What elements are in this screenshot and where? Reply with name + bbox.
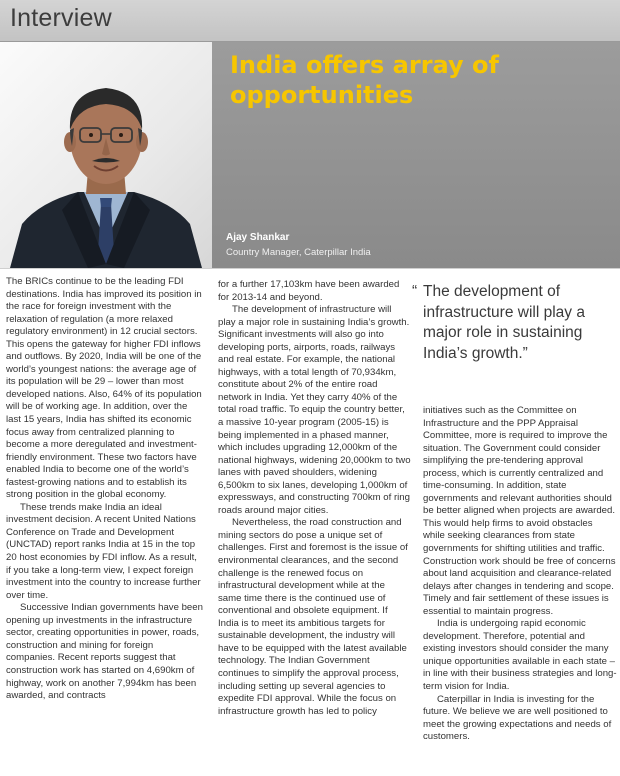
article-headline: India offers array of opportunities	[230, 51, 499, 109]
quote-mark: “	[412, 283, 418, 300]
paragraph: Caterpillar in India is investing for the future. We believe we are well positioned to meet the growing expectations and needs of customers.	[423, 693, 612, 743]
pull-quote	[412, 282, 615, 364]
portrait-illustration	[0, 42, 212, 268]
section-title: Interview	[10, 4, 112, 32]
section-header	[0, 0, 620, 42]
paragraph: These trends make India an ideal investment decision. A recent United Nations Conference on Trade and Development (UNCTAD) report ranks India at 15 in the top 20 host economies by FDI inflow. As a result, if you take a long-term view, I expect foreign investment into the country to increase further over time.	[6, 501, 201, 601]
portrait-photo	[0, 42, 212, 268]
byline-name: Ajay Shankar	[226, 232, 290, 243]
pull-quote-text: The development of infrastructure will play a major role in sustaining India’s growth.”	[423, 283, 585, 362]
paragraph: The BRICs continue to be the leading FDI destinations. India has improved its position in the race for foreign investment with the relaxation of regulation (a more relaxed regulatory environment) in 12 crucial sectors. This opens the gateway for higher FDI inflows and outflows. By 2020, India will be one of the world’s youngest nations: the average age of its population will be 29 – lower than most developed nations. Also, 64% of its population will be of working age. In addition, over the last 15 years, India has shifted its economic focus away from centralized planning to become a more deregulated and investment-friendly environment. These two factors have enabled India to become one of the world’s fastest-growing nations and to establish its strong position in the global economy.	[6, 276, 202, 501]
divider	[0, 268, 620, 269]
byline-role: Country Manager, Caterpillar India	[226, 247, 371, 258]
article-column-2	[218, 279, 411, 718]
article-column-1	[6, 276, 203, 703]
paragraph: for a further 17,103km have been awarded for 2013-14 and beyond.	[218, 279, 400, 303]
paragraph: The development of infrastructure will play a major role in sustaining India’s growth. Significant investments will also go into developing ports, airports, roads, railways and real estate. For example, the national highways, with a total length of 70,934km, constitute about 2% of the entire road network in India. Yet they carry 40% of the total road traffic. To equip the country better, a massive 10-year program (2005-15) is being implemented in a phased manner, which includes upgrading 12,000km of the national highways, widening 20,000km to two lanes with paved shoulders, widening 6,500km to six lanes, developing 1,000km of expressways, and constructing 700km of ring roads around major cities.	[218, 304, 411, 516]
paragraph: initiatives such as the Committee on Infrastructure and the PPP Appraisal Committee, more is required to improve the situation. The Government could consider simplifying the pre-tendering approval process, which is currently centralized and time-consuming. In addition, state governments and relevant authorities should be better aligned when projects are awarded. This would help firms to avoid obstacles while seeking clearances from state governments for shifting utilities and traffic. Construction work should be free of concerns about land acquisition and clearance-related delays after changes in tendering and scope. Timely and fair settlement of these issues is essential to maintain progress.	[423, 405, 616, 617]
article-column-3	[423, 405, 617, 744]
paragraph: Successive Indian governments have been opening up investments in the infrastructure sector, creating opportunities in power, roads, construction and mining for foreign companies. Recent reports suggest that construction work has started on 4,690km of highway, work on another 7,994km has been awarded, and contracts	[6, 602, 203, 702]
paragraph: India is undergoing rapid economic development. Therefore, potential and existing investors should consider the many unique opportunities available in each state – in line with their business strategies and long-term vision for India.	[423, 618, 617, 693]
headline-panel	[212, 42, 620, 268]
paragraph: Nevertheless, the road construction and mining sectors do pose a unique set of challenges. First and foremost is the issue of environmental clearances, and the second challenge is the renewed focus on infrastructural development while at the same time there is the continued use of conventional and obsolete equipment. If India is to meet its ambitious targets for sustainable development, the industry will have to be equipped with the latest available technology. The Indian Government continues to simplify the approval process, including setting up several agencies to expedite FDI approval. While the focus on infrastructure growth has led to policy	[218, 517, 408, 717]
